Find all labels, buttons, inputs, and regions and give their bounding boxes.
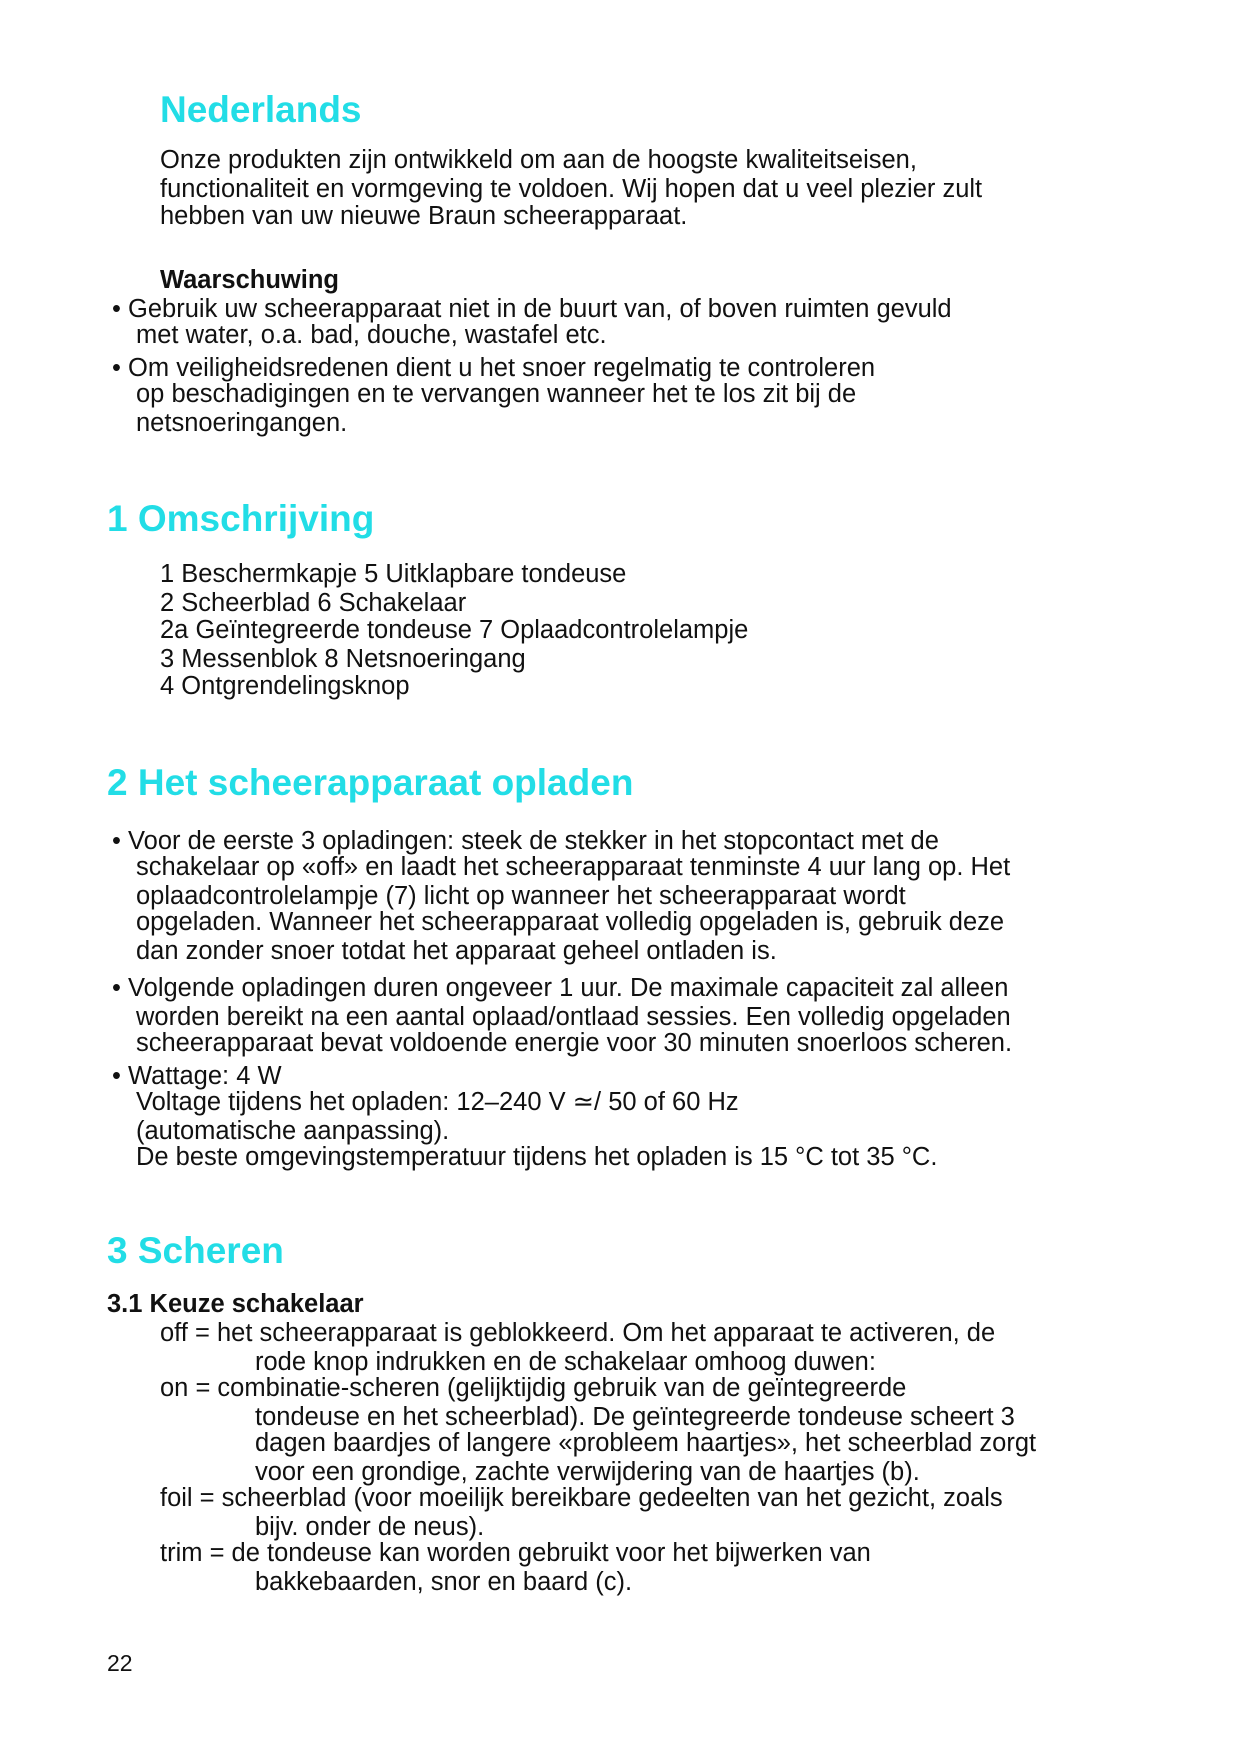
page-number: 22 <box>107 1650 133 1676</box>
charging-item <box>112 974 1012 1058</box>
charging-item-text: scheerapparaat bevat voldoende energie voor 30 minuten snoerloos scheren. <box>136 1029 1013 1057</box>
parts-list-line: 3 Messenblok 8 Netsnoeringang <box>160 645 526 673</box>
parts-list-line: 2 Scheerblad 6 Schakelaar <box>160 589 467 617</box>
intro-line: functionaliteit en vormgeving te voldoen. Wij hopen dat u veel plezier zult <box>160 175 983 203</box>
warning-item-text: Om veiligheidsredenen dient u het snoer regelmatig te controleren <box>128 354 876 382</box>
bullet-icon: • <box>112 827 121 855</box>
intro-line: hebben van uw nieuwe Braun scheerapparaat. <box>160 202 688 230</box>
warning-item-text: Gebruik uw scheerapparaat niet in de buurt van, of boven ruimten gevuld <box>128 295 952 323</box>
page-title: Nederlands <box>160 89 362 130</box>
charging-item-text: schakelaar op «off» en laadt het scheerapparaat tenminste 4 uur lang op. Het <box>136 853 1011 881</box>
subsection-heading: 3.1 Keuze schakelaar <box>107 1290 364 1318</box>
charging-item-text: (automatische aanpassing). <box>136 1117 450 1145</box>
switch-entry-text: tondeuse en het scheerblad). De geïntegreerde tondeuse scheert 3 <box>255 1403 1015 1431</box>
charging-item-text: oplaadcontrolelampje (7) licht op wanneer het scheerapparaat wordt <box>136 882 906 910</box>
switch-entry-text: foil = scheerblad (voor moeilijk bereikbare gedeelten van het gezicht, zoals <box>160 1484 1003 1512</box>
switch-entry <box>160 1539 1036 1597</box>
section-heading-opladen: 2 Het scheerapparaat opladen <box>107 762 634 803</box>
intro-line: Onze produkten zijn ontwikkeld om aan de hoogste kwaliteitseisen, <box>160 146 917 174</box>
bullet-icon: • <box>112 354 121 382</box>
charging-item-text: De beste omgevingstemperatuur tijdens het opladen is 15 °C tot 35 °C. <box>136 1143 938 1171</box>
switch-entry <box>160 1484 1036 1542</box>
charging-item-text: dan zonder snoer totdat het apparaat geheel ontladen is. <box>136 937 777 965</box>
switch-entry-text: voor een grondige, zachte verwijdering van de haartjes (b). <box>255 1458 920 1486</box>
bullet-icon: • <box>112 295 121 323</box>
warning-item-text: met water, o.a. bad, douche, wastafel etc. <box>136 321 607 349</box>
charging-item <box>112 827 1010 966</box>
charging-item-text: opgeladen. Wanneer het scheerapparaat volledig opgeladen is, gebruik deze <box>136 908 1005 936</box>
warning-item <box>112 295 952 350</box>
charging-item-text: Voltage tijdens het opladen: 12–240 V ≃/ 50 of 60 Hz <box>136 1088 739 1116</box>
parts-list-line: 1 Beschermkapje 5 Uitklapbare tondeuse <box>160 560 627 588</box>
parts-list-line: 2a Geïntegreerde tondeuse 7 Oplaadcontrolelampje <box>160 616 749 644</box>
switch-entry-text: trim = de tondeuse kan worden gebruikt voor het bijwerken van <box>160 1539 871 1567</box>
warning-item <box>112 354 875 438</box>
section-heading-omschrijving: 1 Omschrijving <box>107 498 375 539</box>
intro-paragraph <box>160 146 982 231</box>
bullet-icon: • <box>112 1062 121 1090</box>
charging-item-text: Wattage: 4 W <box>128 1062 282 1090</box>
warning-item-text: op beschadigingen en te vervangen wanneer het te los zit bij de <box>136 380 857 408</box>
switch-entry-text: rode knop indrukken en de schakelaar omhoog duwen: <box>255 1348 876 1376</box>
warning-heading: Waarschuwing <box>160 266 339 294</box>
parts-list <box>160 560 748 701</box>
switch-entry-text: on = combinatie-scheren (gelijktijdig gebruik van de geïntegreerde <box>160 1374 907 1402</box>
switch-entry-text: bakkebaarden, snor en baard (c). <box>255 1568 633 1596</box>
warning-item-text: netsnoeringangen. <box>136 409 348 437</box>
charging-item-text: Voor de eerste 3 opladingen: steek de stekker in het stopcontact met de <box>128 827 939 855</box>
switch-entry-text: off = het scheerapparaat is geblokkeerd. Om het apparaat te activeren, de <box>160 1319 996 1347</box>
bullet-icon: • <box>112 974 121 1002</box>
switch-entry-text: dagen baardjes of langere «probleem haartjes», het scheerblad zorgt <box>255 1429 1037 1457</box>
switch-entry <box>160 1374 1036 1487</box>
charging-item-text: Volgende opladingen duren ongeveer 1 uur. De maximale capaciteit zal alleen <box>128 974 1009 1002</box>
section-heading-scheren: 3 Scheren <box>107 1230 284 1271</box>
switch-entry <box>160 1319 1036 1377</box>
parts-list-line: 4 Ontgrendelingsknop <box>160 672 410 700</box>
switch-entries <box>160 1319 1036 1597</box>
charging-item <box>112 1062 937 1172</box>
charging-item-text: worden bereikt na een aantal oplaad/ontlaad sessies. Een volledig opgeladen <box>136 1003 1011 1031</box>
switch-entry-text: bijv. onder de neus). <box>255 1513 485 1541</box>
